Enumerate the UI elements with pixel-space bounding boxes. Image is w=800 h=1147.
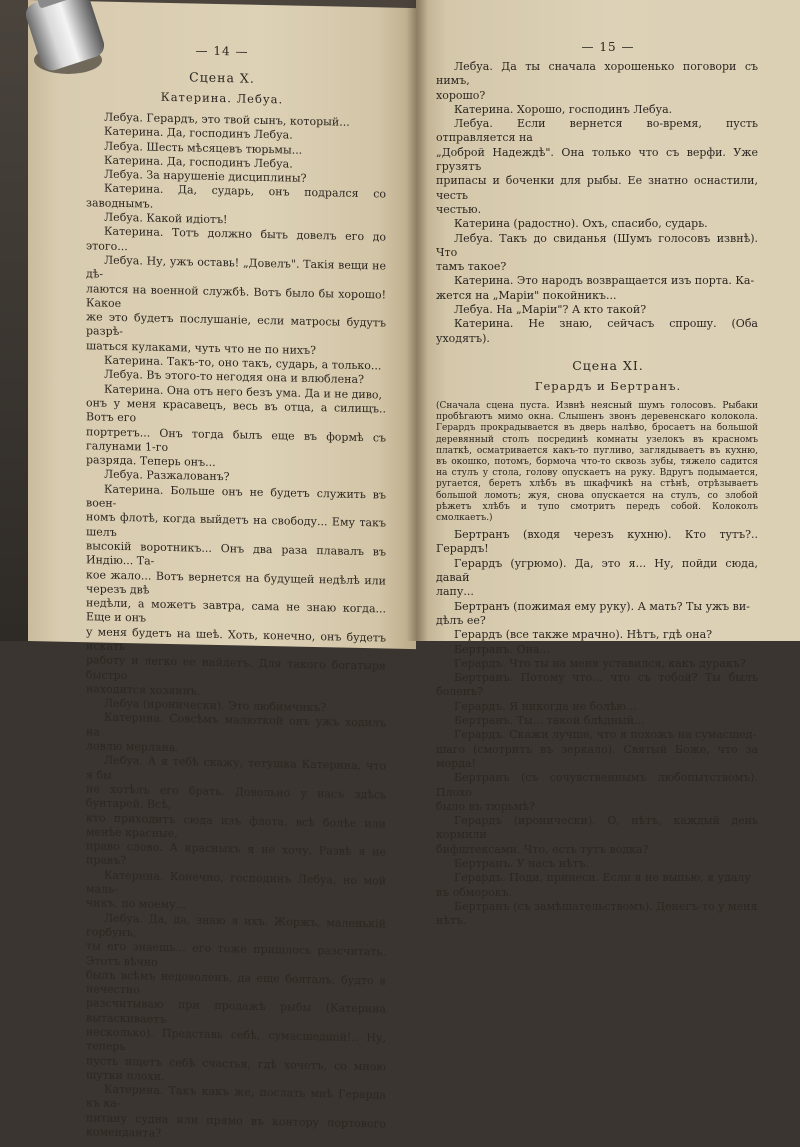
text-line: Катерина. Такъ какъ же, послать мнѣ Герарда къ ка-	[86, 1082, 386, 1111]
text-line: находится хозяинъ.	[86, 682, 201, 698]
text-line: бифштексами. Что, есть тутъ водка?	[436, 842, 649, 856]
text-line: онъ у меня красавецъ, весь въ отца, а силищъ.. Вотъ его	[86, 396, 386, 425]
right-page-text-top	[416, 60, 800, 346]
text-line: Герардъ (иронически). О, нѣтъ, каждый день кормили	[436, 814, 758, 842]
text-line: Бертранъ. У насъ нѣтъ.	[454, 857, 590, 870]
left-page	[28, 0, 416, 1140]
text-line: Лебуа. Въ этого-то негодяя она и влюблена?	[104, 367, 364, 387]
text-line: Лебуа. За нарушеніе дисциплины?	[104, 167, 307, 186]
text-line: Лебуа. Ну, ужъ оставь! „Довелъ". Такія вещи не дѣ-	[86, 253, 386, 281]
text-line: Герардъ (все также мрачно). Нѣтъ, гдѣ она?	[454, 628, 713, 642]
text-line: Лебуа (иронически). Это любимчикъ?	[104, 696, 327, 715]
text-line: шаться кулаками, чуть что не по нихъ?	[86, 338, 317, 357]
text-line: ты его знаешь... его тоже пришлось разсчитать. Этотъ вѣчно	[86, 939, 386, 969]
text-line: Герардъ (угрюмо). Да, это я... Ну, пойди сюда, давай	[436, 556, 758, 585]
text-line: номъ флотѣ, когда выйдетъ на свободу... Ему такъ шелъ	[86, 510, 386, 539]
text-line: лапу...	[436, 585, 474, 599]
text-line: Бертранъ (пожимая ему руку). А мать? Ты ужъ ви-	[454, 599, 750, 613]
text-line: Бертранъ (входя черезъ кухню). Кто тутъ?.. Герардъ!	[436, 528, 758, 556]
text-line: Герардъ. Я никогда не болѣю...	[454, 699, 637, 713]
text-line: лаются на военной службѣ. Вотъ было бы хорошо! Какое	[86, 281, 386, 310]
text-line: честью.	[436, 202, 482, 216]
right-page-text-bottom	[416, 528, 800, 928]
text-line: Лебуа. Если вернется во-время, пусть отправляется на	[436, 117, 758, 145]
text-line: Бертранъ (съ сочувственнымъ любопытствомъ). Плохо	[436, 771, 758, 799]
text-line: Катерина. Хорошо, господинъ Лебуа.	[454, 102, 673, 116]
page-number-left: — 14 —	[195, 43, 249, 59]
text-line: разряда. Теперь онъ...	[86, 453, 216, 470]
cast-list-left: Катерина. Лебуа.	[160, 89, 284, 107]
text-line: у меня будетъ на шеѣ. Хоть, конечно, онъ будетъ искать	[86, 624, 386, 654]
scene-title-right: Сцена XI.	[572, 357, 644, 373]
text-line: Лебуа. Разжалованъ?	[104, 468, 230, 484]
text-line: Лебуа. Шесть мѣсяцевъ тюрьмы...	[104, 139, 303, 157]
text-line: пусть ищетъ себѣ счастья, гдѣ хочетъ, со мною шутки плохи.	[86, 1053, 386, 1083]
text-line: чикъ, по моему...	[86, 896, 187, 912]
text-line: Катерина. Больше онъ не будетъ служить въ воен-	[86, 482, 386, 510]
text-line: Бертранъ. Ты... такой блѣдный...	[454, 714, 645, 728]
text-line: Катерина (радостно). Охъ, спасибо, сударь.	[454, 217, 708, 231]
text-line: Герардъ. Поди, принеси. Если я не выпью, я удалу	[454, 871, 751, 885]
scene-title-left: Сцена X.	[189, 69, 255, 86]
text-line: Бертранъ. Она...	[454, 642, 551, 656]
text-line: Лебуа. Да ты сначала хорошенько поговори съ нимъ,	[436, 60, 758, 88]
text-line: недѣли, а можетъ завтра, сама не знаю когда... Еще и онъ	[86, 596, 386, 625]
text-line: Катерина. Это народъ возвращается изъ порта. Ка-	[454, 274, 755, 288]
text-line: работу и легко ее найдетъ. Для такого богатыря быстро	[86, 653, 386, 682]
text-line: Катерина. Совсѣмъ малюткой онъ ужъ ходилъ на	[86, 711, 386, 739]
text-line: право слово. А красныхъ я не хочу. Развѣ я не правъ?	[86, 839, 386, 868]
text-line: Лебуа. Такъ до свиданья (Шумъ голосовъ извнѣ). Что	[436, 231, 758, 259]
open-book	[28, 0, 800, 1140]
text-line: Катерина. Конечно, господинъ Лебуа, но мой маль-	[86, 868, 386, 896]
text-line: Герардъ. Скажи лучше, что я похожъ на сумасшед-	[454, 728, 757, 742]
text-line: Катерина. Такъ-то, оно такъ, сударь, а только...	[104, 353, 382, 373]
text-line: Катерина. Тотъ должно быть довелъ его до этого...	[86, 224, 386, 253]
book-spine	[406, 0, 428, 641]
text-line: Лебуа. Какой идіотъ!	[104, 210, 228, 227]
text-line: было въ тюрьмѣ?	[436, 799, 535, 813]
text-line: кто приходитъ сюда изъ флота, всѣ болѣе или менѣе красные,	[86, 810, 386, 840]
text-line: разсчитываю при продажѣ рыбы (Катерина вытаскиваетъ	[86, 996, 386, 1026]
text-line: Лебуа. Да, да, знаю я ихъ. Жоржъ, маленькій горбунъ,	[86, 911, 386, 940]
text-line: Бертранъ. Потому что... что съ тобой? Ты былъ боленъ?	[436, 671, 758, 699]
text-line: „Доброй Надеждѣ". Она только что съ верфи. Уже грузятъ	[436, 145, 758, 174]
text-line: припасы и боченки для рыбы. Ее знатно оснастили, честь	[436, 174, 758, 202]
text-line: Лебуа. А я тебѣ скажу, тетушка Катерина, что я бы	[86, 753, 386, 782]
stage-direction: (Сначала сцена пуста. Извнѣ неясный шумъ голосовъ. Рыбаки пробѣгаютъ мимо окна. Слышенъ звонъ деревенскаго колокола. Герардъ прокрадывается въ дверь налѣво, бросаетъ на большой деревянный столъ посрединѣ комнаты узелокъ въ красномъ платкѣ, осматривается какъ-то пугливо, заглядываетъ въ кухню, въ окошко, потомъ, бормоча что-то сквозь зубы, тяжело садится на стулъ у стола, голову опускаетъ на руку. Вдругъ подымается, ругается, беретъ хлѣбъ въ шкафчикѣ на стѣнѣ, отрѣзываетъ большой ломоть; жуя, снова опускается на стулъ, со злобой рѣжетъ хлѣбъ и тупо смотритъ передъ собой. Колоколъ смолкаетъ.)	[436, 400, 758, 523]
text-line: портретъ... Онъ тогда былъ еще въ формѣ съ галунами 1-го	[86, 424, 386, 454]
text-line: Бертранъ (съ замѣшательствомъ). Денегъ-то у меня	[454, 899, 758, 913]
text-line: хорошо?	[436, 88, 486, 102]
text-line: тамъ такое?	[436, 260, 507, 274]
text-line: Герардъ. Что ты на меня уставился, какъ дуракъ?	[454, 656, 746, 670]
text-line: Катерина. Не знаю, сейчасъ спрошу. (Оба уходятъ).	[436, 317, 758, 345]
text-line: дѣлъ ее?	[436, 613, 486, 627]
text-line: Катерина. Да, господинъ Лебуа.	[104, 124, 293, 142]
text-line: жется на „Маріи" покойникъ...	[436, 288, 617, 302]
text-line: Лебуа. На „Маріи"? А кто такой?	[454, 303, 647, 317]
text-line: въ обморокъ.	[436, 885, 513, 899]
text-line: Катерина. Да, сударь, онъ подрался со заводнымъ.	[86, 182, 386, 211]
text-line: несколько). Представь себѣ, сумасшедшій!.. Ну, теперь	[86, 1025, 386, 1054]
text-line: же это будетъ послушаніе, если матросы будутъ разрѣ-	[86, 310, 386, 339]
left-page-text	[28, 109, 416, 1147]
text-line: шаго (смотритъ въ зеркало). Святый Боже, что за морда!	[436, 742, 758, 770]
text-line: Лебуа. Герардъ, это твой сынъ, который...	[104, 110, 350, 129]
text-line: Катерина. Да, господинъ Лебуа.	[104, 153, 293, 171]
text-line: питану судна или прямо въ контору портового коменданта?	[86, 1110, 386, 1140]
page-number-right: — 15 —	[581, 40, 635, 54]
metal-bottle-icon	[0, 0, 110, 80]
text-line: Катерина. Она отъ него безъ ума. Да и не диво,	[104, 382, 383, 402]
text-line: былъ всѣмъ недоволенъ, да еще болталъ, будто я нечестно	[86, 968, 386, 997]
cast-list-right: Герардъ и Бертранъ.	[534, 378, 682, 393]
text-line: нѣтъ.	[436, 914, 467, 928]
right-page	[416, 0, 800, 928]
text-line: ловлю мерлана.	[86, 739, 179, 755]
text-line: не хотѣлъ его брать. Довольно у насъ здѣсь бунтарей. Всѣ,	[86, 782, 386, 812]
text-line: кое жало... Вотъ вернется на будущей недѣлѣ или черезъ двѣ	[86, 567, 386, 597]
text-line: высокій воротникъ... Онъ два раза плавалъ въ Индію... Та-	[86, 539, 386, 568]
